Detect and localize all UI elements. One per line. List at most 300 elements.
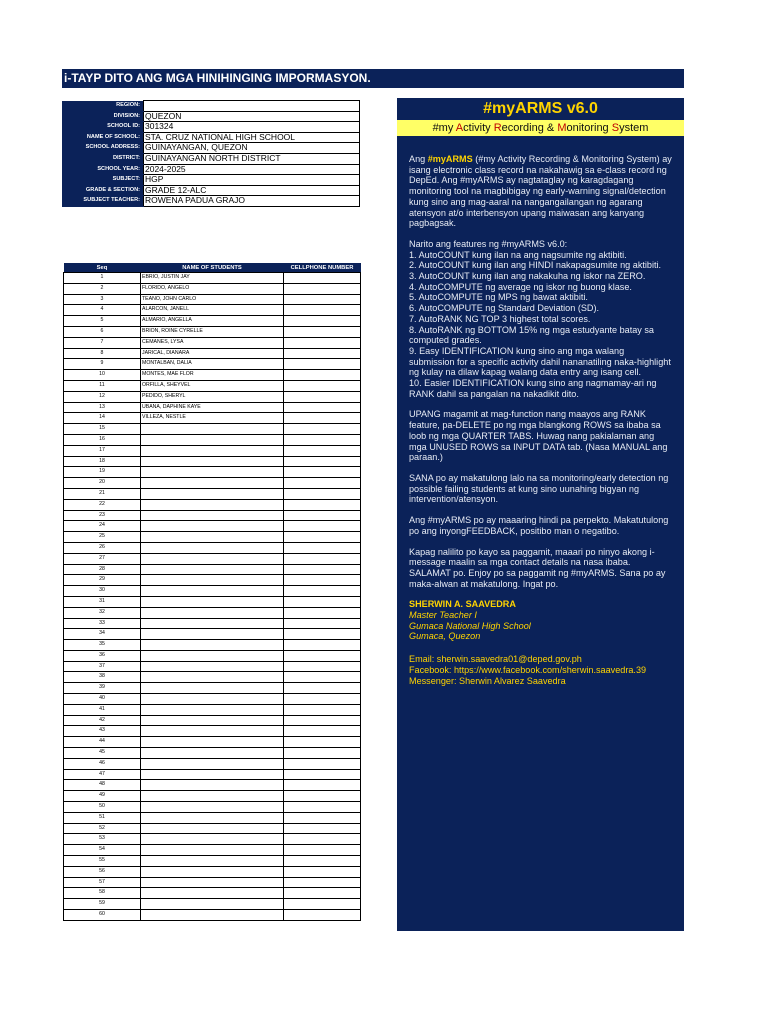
student-name-cell[interactable] [141,726,284,737]
table-row [64,704,361,715]
student-name-cell[interactable] [141,575,284,586]
cellphone-cell[interactable] [284,510,361,521]
student-name-cell[interactable]: MONTALBAN, DALIA [141,359,284,370]
cellphone-cell[interactable] [284,877,361,888]
table-row [64,326,361,337]
seq-cell: 31 [64,596,141,607]
cellphone-cell[interactable] [284,586,361,597]
info-row [62,185,360,196]
student-name-cell[interactable] [141,553,284,564]
seq-cell: 51 [64,812,141,823]
cellphone-cell[interactable] [284,866,361,877]
info-value-field[interactable]: STA. CRUZ NATIONAL HIGH SCHOOL [144,132,360,143]
seq-cell: 45 [64,748,141,759]
seq-cell: 1 [64,273,141,284]
table-row [64,586,361,597]
cellphone-cell[interactable] [284,748,361,759]
cellphone-cell[interactable] [284,758,361,769]
table-row [64,899,361,910]
info-label: SCHOOL YEAR: [62,164,144,175]
author-position: Master Teacher I [409,610,477,621]
feature-item: 10. Easier IDENTIFICATION kung sino ang nagmamay-ari ng RANK dahil sa pangalan na nakadikit dito. [409,378,657,399]
seq-cell: 20 [64,478,141,489]
author-signature [409,599,672,642]
cellphone-cell[interactable] [284,445,361,456]
cellphone-cell[interactable] [284,542,361,553]
cellphone-cell[interactable] [284,380,361,391]
table-row [64,294,361,305]
student-name-cell[interactable]: TEANO, JOHN CARLO [141,294,284,305]
student-name-cell[interactable] [141,704,284,715]
seq-cell: 27 [64,553,141,564]
cellphone-cell[interactable] [284,521,361,532]
student-name-cell[interactable]: EBRIO, JUSTIN JAY [141,273,284,284]
student-name-cell[interactable] [141,802,284,813]
cellphone-cell[interactable] [284,434,361,445]
cellphone-cell[interactable] [284,672,361,683]
seq-cell: 58 [64,888,141,899]
student-name-cell[interactable]: UBANA, DAPHINE KAYE [141,402,284,413]
table-row [64,283,361,294]
feature-item: 8. AutoRANK ng BOTTOM 15% ng mga estudyante batay sa computed grades. [409,324,654,346]
student-name-cell[interactable] [141,510,284,521]
cellphone-cell[interactable] [284,596,361,607]
contact-details [409,654,672,686]
seq-cell: 39 [64,683,141,694]
feature-item: 7. AutoRANK NG TOP 3 highest total scores. [409,313,591,324]
info-row [62,153,360,164]
student-name-cell[interactable] [141,596,284,607]
cellphone-cell[interactable] [284,640,361,651]
seq-cell: 37 [64,661,141,672]
seq-cell: 48 [64,780,141,791]
seq-cell: 26 [64,542,141,553]
seq-cell: 50 [64,802,141,813]
features-list: Narito ang features ng #myARMS v6.0: 1. AutoCOUNT kung ilan na ang nagsumite ng aktibiti. 2. AutoCOUNT kung ilan ang HINDI nakapagsumite ng aktibiti. 3. AutoCOUNT kung ilan ang nakakuha ng iskor na ZERO. 4. AutoCOMPUTE ng average ng iskor ng buong klase. 5. AutoCOMPUTE ng MPS ng bawat aktibiti. 6. AutoCOMPUTE ng Standard Deviation (SD). 7. AutoRANK NG TOP 3 highest total scores. 8. AutoRANK ng BOTTOM 15% ng mga estudyante batay sa computed grades. 9. Easy IDENTIFICATION kung sino ang mga walang submission for a specific activity dahil nananatiling naka-highlight ng kulay na dilaw kapag walang data entry ang isang cell. 10. Easier IDENTIFICATION kung sino ang nagmamay-ari ng RANK dahil sa pangalan na nakadikit dito. [409,238,671,399]
table-row [64,748,361,759]
seq-cell: 59 [64,899,141,910]
cellphone-cell[interactable] [284,575,361,586]
student-name-cell[interactable] [141,758,284,769]
feedback-paragraph: Ang #myARMS po ay maaaring hindi pa perpekto. Makatutulong po ang inyongFEEDBACK, positibo man o negatibo. [409,515,669,536]
table-row [64,769,361,780]
table-row [64,715,361,726]
seq-cell: 33 [64,618,141,629]
seq-cell: 21 [64,488,141,499]
feature-item: 5. AutoCOMPUTE ng MPS ng bawat aktibiti. [409,292,588,303]
seq-cell: 40 [64,694,141,705]
student-name-cell[interactable] [141,791,284,802]
seq-cell: 15 [64,424,141,435]
table-row [64,683,361,694]
student-name-cell[interactable]: FLORIDO, ANGELO [141,283,284,294]
student-name-cell[interactable] [141,866,284,877]
cellphone-cell[interactable] [284,769,361,780]
table-row [64,402,361,413]
panel-title: #myARMS v6.0 [483,100,598,117]
table-row [64,488,361,499]
seq-cell: 49 [64,791,141,802]
student-name-cell[interactable] [141,618,284,629]
cellphone-cell[interactable] [284,488,361,499]
table-row [64,650,361,661]
table-row [64,424,361,435]
messenger-contact[interactable]: Messenger: Sherwin Alvarez Saavedra [409,675,566,686]
table-row [64,596,361,607]
table-row [64,510,361,521]
student-name-cell[interactable] [141,564,284,575]
student-name-cell[interactable] [141,532,284,543]
cellphone-cell[interactable] [284,888,361,899]
cellphone-cell[interactable] [284,715,361,726]
seq-cell: 52 [64,823,141,834]
cellphone-cell[interactable] [284,899,361,910]
cellphone-cell[interactable] [284,391,361,402]
instruction-banner: i-TAYP DITO ANG MGA HINIHINGING IMPORMASYON. [62,69,684,88]
table-row [64,337,361,348]
seq-cell: 32 [64,607,141,618]
info-value-field[interactable]: ROWENA PADUA GRAJO [144,196,360,207]
info-row [62,101,360,112]
table-row [64,467,361,478]
student-name-cell[interactable]: BRION, ROINE CYRELLE [141,326,284,337]
student-name-cell[interactable] [141,445,284,456]
info-label: SCHOOL ADDRESS: [62,143,144,154]
table-row [64,780,361,791]
cellphone-cell[interactable] [284,910,361,921]
seq-cell: 24 [64,521,141,532]
seq-cell: 46 [64,758,141,769]
info-row [62,196,360,207]
cellphone-cell[interactable] [284,856,361,867]
cellphone-cell[interactable] [284,326,361,337]
seq-cell: 25 [64,532,141,543]
cellphone-cell[interactable] [284,629,361,640]
seq-cell: 47 [64,769,141,780]
seq-cell: 56 [64,866,141,877]
seq-cell: 22 [64,499,141,510]
info-label: REGION: [62,101,144,112]
info-row [62,175,360,186]
info-value-field[interactable]: HGP [144,175,360,186]
student-name-cell[interactable] [141,499,284,510]
info-row [62,143,360,154]
info-label: SUBJECT: [62,175,144,186]
table-row [64,737,361,748]
cellphone-cell[interactable] [284,564,361,575]
table-row [64,791,361,802]
cellphone-cell[interactable] [284,424,361,435]
table-row [64,542,361,553]
student-name-cell[interactable] [141,812,284,823]
student-roster-table [63,263,361,921]
table-row [64,888,361,899]
seq-cell: 29 [64,575,141,586]
cellphone-cell[interactable] [284,737,361,748]
cellphone-cell[interactable] [284,618,361,629]
seq-cell: 44 [64,737,141,748]
seq-cell: 28 [64,564,141,575]
seq-cell: 8 [64,348,141,359]
cellphone-cell[interactable] [284,337,361,348]
feature-item: 2. AutoCOUNT kung ilan ang HINDI nakapagsumite ng aktibiti. [409,260,662,271]
table-row [64,845,361,856]
table-row [64,445,361,456]
student-name-cell[interactable] [141,521,284,532]
table-row [64,758,361,769]
table-row [64,812,361,823]
table-row [64,521,361,532]
cellphone-cell[interactable] [284,726,361,737]
info-value-field[interactable]: GUINAYANGAN NORTH DISTRICT [144,153,360,164]
seq-cell: 41 [64,704,141,715]
info-row [62,132,360,143]
seq-cell: 35 [64,640,141,651]
seq-cell: 16 [64,434,141,445]
seq-cell: 19 [64,467,141,478]
cellphone-cell[interactable] [284,478,361,489]
student-name-cell[interactable] [141,478,284,489]
student-name-cell[interactable] [141,640,284,651]
cellphone-cell[interactable] [284,316,361,327]
info-label: GRADE & SECTION: [62,185,144,196]
student-name-cell[interactable] [141,856,284,867]
table-row [64,359,361,370]
student-name-cell[interactable] [141,737,284,748]
student-name-cell[interactable] [141,650,284,661]
seq-cell: 36 [64,650,141,661]
seq-cell: 42 [64,715,141,726]
seq-cell: 23 [64,510,141,521]
feature-item: 3. AutoCOUNT kung ilan ang nakakuha ng iskor na ZERO. [409,271,646,282]
feature-item: 9. Easy IDENTIFICATION kung sino ang mga walang submission for a specific activity dahil nananatiling naka-highlight ng kulay na dilaw kapag walang data entry ang isang cell. [409,345,671,378]
table-row [64,348,361,359]
cellphone-cell[interactable] [284,607,361,618]
student-name-cell[interactable] [141,748,284,759]
seq-cell: 5 [64,316,141,327]
cellphone-cell[interactable] [284,294,361,305]
table-row [64,553,361,564]
cellphone-cell[interactable] [284,456,361,467]
contact-paragraph: Kapag nalilito po kayo sa paggamit, maaari po ninyo akong i-message maalin sa mga contact details na nasa ibaba. SALAMAT po. Enjoy po sa paggamit ng #myARMS. Sana po ay maka-alwan at makatulong. Ingat po. [409,546,666,589]
seq-cell: 53 [64,834,141,845]
info-label: SCHOOL ID: [62,122,144,133]
seq-cell: 11 [64,380,141,391]
table-row [64,499,361,510]
student-name-header: NAME OF STUDENTS [141,263,284,273]
table-row [64,434,361,445]
author-school: Gumaca National High School [409,620,531,631]
cellphone-cell[interactable] [284,802,361,813]
table-row [64,661,361,672]
cellphone-cell[interactable] [284,532,361,543]
panel-subtitle: #my Activity Recording & Monitoring System [397,120,684,136]
student-name-cell[interactable]: JARICAL, DIANARA [141,348,284,359]
school-info-table [62,100,360,207]
student-name-cell[interactable] [141,661,284,672]
student-name-cell[interactable] [141,434,284,445]
cellphone-cell[interactable] [284,273,361,284]
info-label: DISTRICT: [62,153,144,164]
cellphone-cell[interactable] [284,823,361,834]
student-name-cell[interactable]: VILLEZA, NESTLE [141,413,284,424]
author-name: SHERWIN A. SAAVEDRA [409,599,516,610]
seq-header: Seq [64,263,141,273]
student-name-cell[interactable] [141,769,284,780]
help-paragraph: SANA po ay makatulong lalo na sa monitoring/early detection ng possible failing students at kung sino uunahing bigyan ng intervention/atensyon. [409,472,669,505]
student-name-cell[interactable]: MONTES, MAE FLOR [141,370,284,381]
student-name-cell[interactable] [141,888,284,899]
seq-cell: 57 [64,877,141,888]
seq-cell: 38 [64,672,141,683]
table-row [64,694,361,705]
info-row [62,111,360,122]
cellphone-cell[interactable] [284,683,361,694]
cellphone-cell[interactable] [284,661,361,672]
table-row [64,726,361,737]
seq-cell: 30 [64,586,141,597]
seq-cell: 4 [64,305,141,316]
table-row [64,413,361,424]
seq-cell: 9 [64,359,141,370]
seq-cell: 18 [64,456,141,467]
cellphone-cell[interactable] [284,370,361,381]
rank-note-paragraph: UPANG magamit at mag-function nang maayos ang RANK feature, pa-DELETE po ng mga blangkong ROWS sa ibaba sa loob ng mga QUARTER TABS. Huwag nang pakialaman ang mga UNUSED ROWS sa INPUT DATA tab. (Nasa MANUAL ang paraan.) [409,409,668,463]
cellphone-cell[interactable] [284,780,361,791]
student-name-cell[interactable]: PEDIDO, SHERYL [141,391,284,402]
student-name-cell[interactable]: ALARCON, JANELL [141,305,284,316]
myarms-info-panel [397,98,684,931]
student-name-cell[interactable]: ORFILLA, SHEYVEL [141,380,284,391]
table-row [64,305,361,316]
info-value-field[interactable]: 301324 [144,122,360,133]
table-row [64,273,361,284]
cellphone-cell[interactable] [284,834,361,845]
seq-cell: 14 [64,413,141,424]
table-row [64,672,361,683]
table-row [64,629,361,640]
table-row [64,910,361,921]
facebook-contact[interactable]: Facebook: https://www.facebook.com/sherwin.saavedra.39 [409,664,647,675]
cellphone-cell[interactable] [284,812,361,823]
feature-item: 4. AutoCOMPUTE ng average ng iskor ng buong klase. [409,281,632,292]
seq-cell: 13 [64,402,141,413]
student-name-cell[interactable] [141,542,284,553]
table-row [64,564,361,575]
table-row [64,640,361,651]
seq-cell: 12 [64,391,141,402]
seq-cell: 55 [64,856,141,867]
seq-cell: 17 [64,445,141,456]
student-name-cell[interactable] [141,672,284,683]
seq-cell: 7 [64,337,141,348]
cellphone-cell[interactable] [284,694,361,705]
table-row [64,575,361,586]
table-row [64,618,361,629]
student-name-cell[interactable] [141,467,284,478]
student-name-cell[interactable] [141,488,284,499]
cellphone-cell[interactable] [284,402,361,413]
seq-cell: 10 [64,370,141,381]
student-name-cell[interactable] [141,694,284,705]
seq-cell: 60 [64,910,141,921]
cellphone-cell[interactable] [284,283,361,294]
student-name-cell[interactable] [141,424,284,435]
student-name-cell[interactable] [141,715,284,726]
table-row [64,823,361,834]
author-place: Gumaca, Quezon [409,631,481,642]
student-name-cell[interactable]: CEMANES, LYSA [141,337,284,348]
student-name-cell[interactable] [141,607,284,618]
table-row [64,478,361,489]
info-value-field[interactable]: GRADE 12-ALC [144,185,360,196]
info-value-field[interactable]: 2024-2025 [144,164,360,175]
cellphone-cell[interactable] [284,348,361,359]
table-row [64,866,361,877]
table-row [64,316,361,327]
seq-cell: 6 [64,326,141,337]
info-row [62,122,360,133]
student-name-cell[interactable] [141,910,284,921]
cellphone-header: CELLPHONE NUMBER [284,263,361,273]
table-row [64,456,361,467]
feature-item: 6. AutoCOMPUTE ng Standard Deviation (SD). [409,303,600,314]
cellphone-cell[interactable] [284,650,361,661]
table-row [64,856,361,867]
cellphone-cell[interactable] [284,553,361,564]
student-name-cell[interactable] [141,586,284,597]
student-name-cell[interactable] [141,780,284,791]
cellphone-cell[interactable] [284,791,361,802]
cellphone-cell[interactable] [284,704,361,715]
table-row [64,391,361,402]
email-contact[interactable]: Email: sherwin.saavedra01@deped.gov.ph [409,654,582,665]
student-name-cell[interactable] [141,823,284,834]
cellphone-cell[interactable] [284,359,361,370]
feature-item: 1. AutoCOUNT kung ilan na ang nagsumite ng aktibiti. [409,249,627,260]
info-label: NAME OF SCHOOL: [62,132,144,143]
student-name-cell[interactable]: ALMARIO, ANGELLA [141,316,284,327]
student-name-cell[interactable] [141,877,284,888]
seq-cell: 34 [64,629,141,640]
table-row [64,370,361,381]
student-name-cell[interactable] [141,629,284,640]
student-name-cell[interactable] [141,834,284,845]
student-name-cell[interactable] [141,845,284,856]
cellphone-cell[interactable] [284,467,361,478]
cellphone-cell[interactable] [284,499,361,510]
panel-body [397,136,684,686]
info-value-field[interactable]: GUINAYANGAN, QUEZON [144,143,360,154]
info-value-field[interactable] [144,101,360,112]
table-row [64,607,361,618]
info-label: SUBJECT TEACHER: [62,196,144,207]
intro-paragraph: Ang #myARMS (#my Activity Recording & Monitoring System) ay isang electronic class record na nakahawig sa e-class record ng DepEd. Ang #myARMS ay nagtataglay ng karagdagang monitoring tool na magbibigay ng early-warning signal/detection kung sino ang mag-aaral na nangangailangan ng agarang atensyon at/o interbensyon upang maiwasan ang kanyang pagbagsak. [409,154,672,229]
seq-cell: 2 [64,283,141,294]
cellphone-cell[interactable] [284,845,361,856]
info-value-field[interactable]: QUEZON [144,111,360,122]
table-row [64,532,361,543]
info-label: DIVISION: [62,111,144,122]
student-name-cell[interactable] [141,456,284,467]
student-name-cell[interactable] [141,899,284,910]
student-name-cell[interactable] [141,683,284,694]
cellphone-cell[interactable] [284,305,361,316]
seq-cell: 3 [64,294,141,305]
table-row [64,802,361,813]
table-row [64,877,361,888]
cellphone-cell[interactable] [284,413,361,424]
